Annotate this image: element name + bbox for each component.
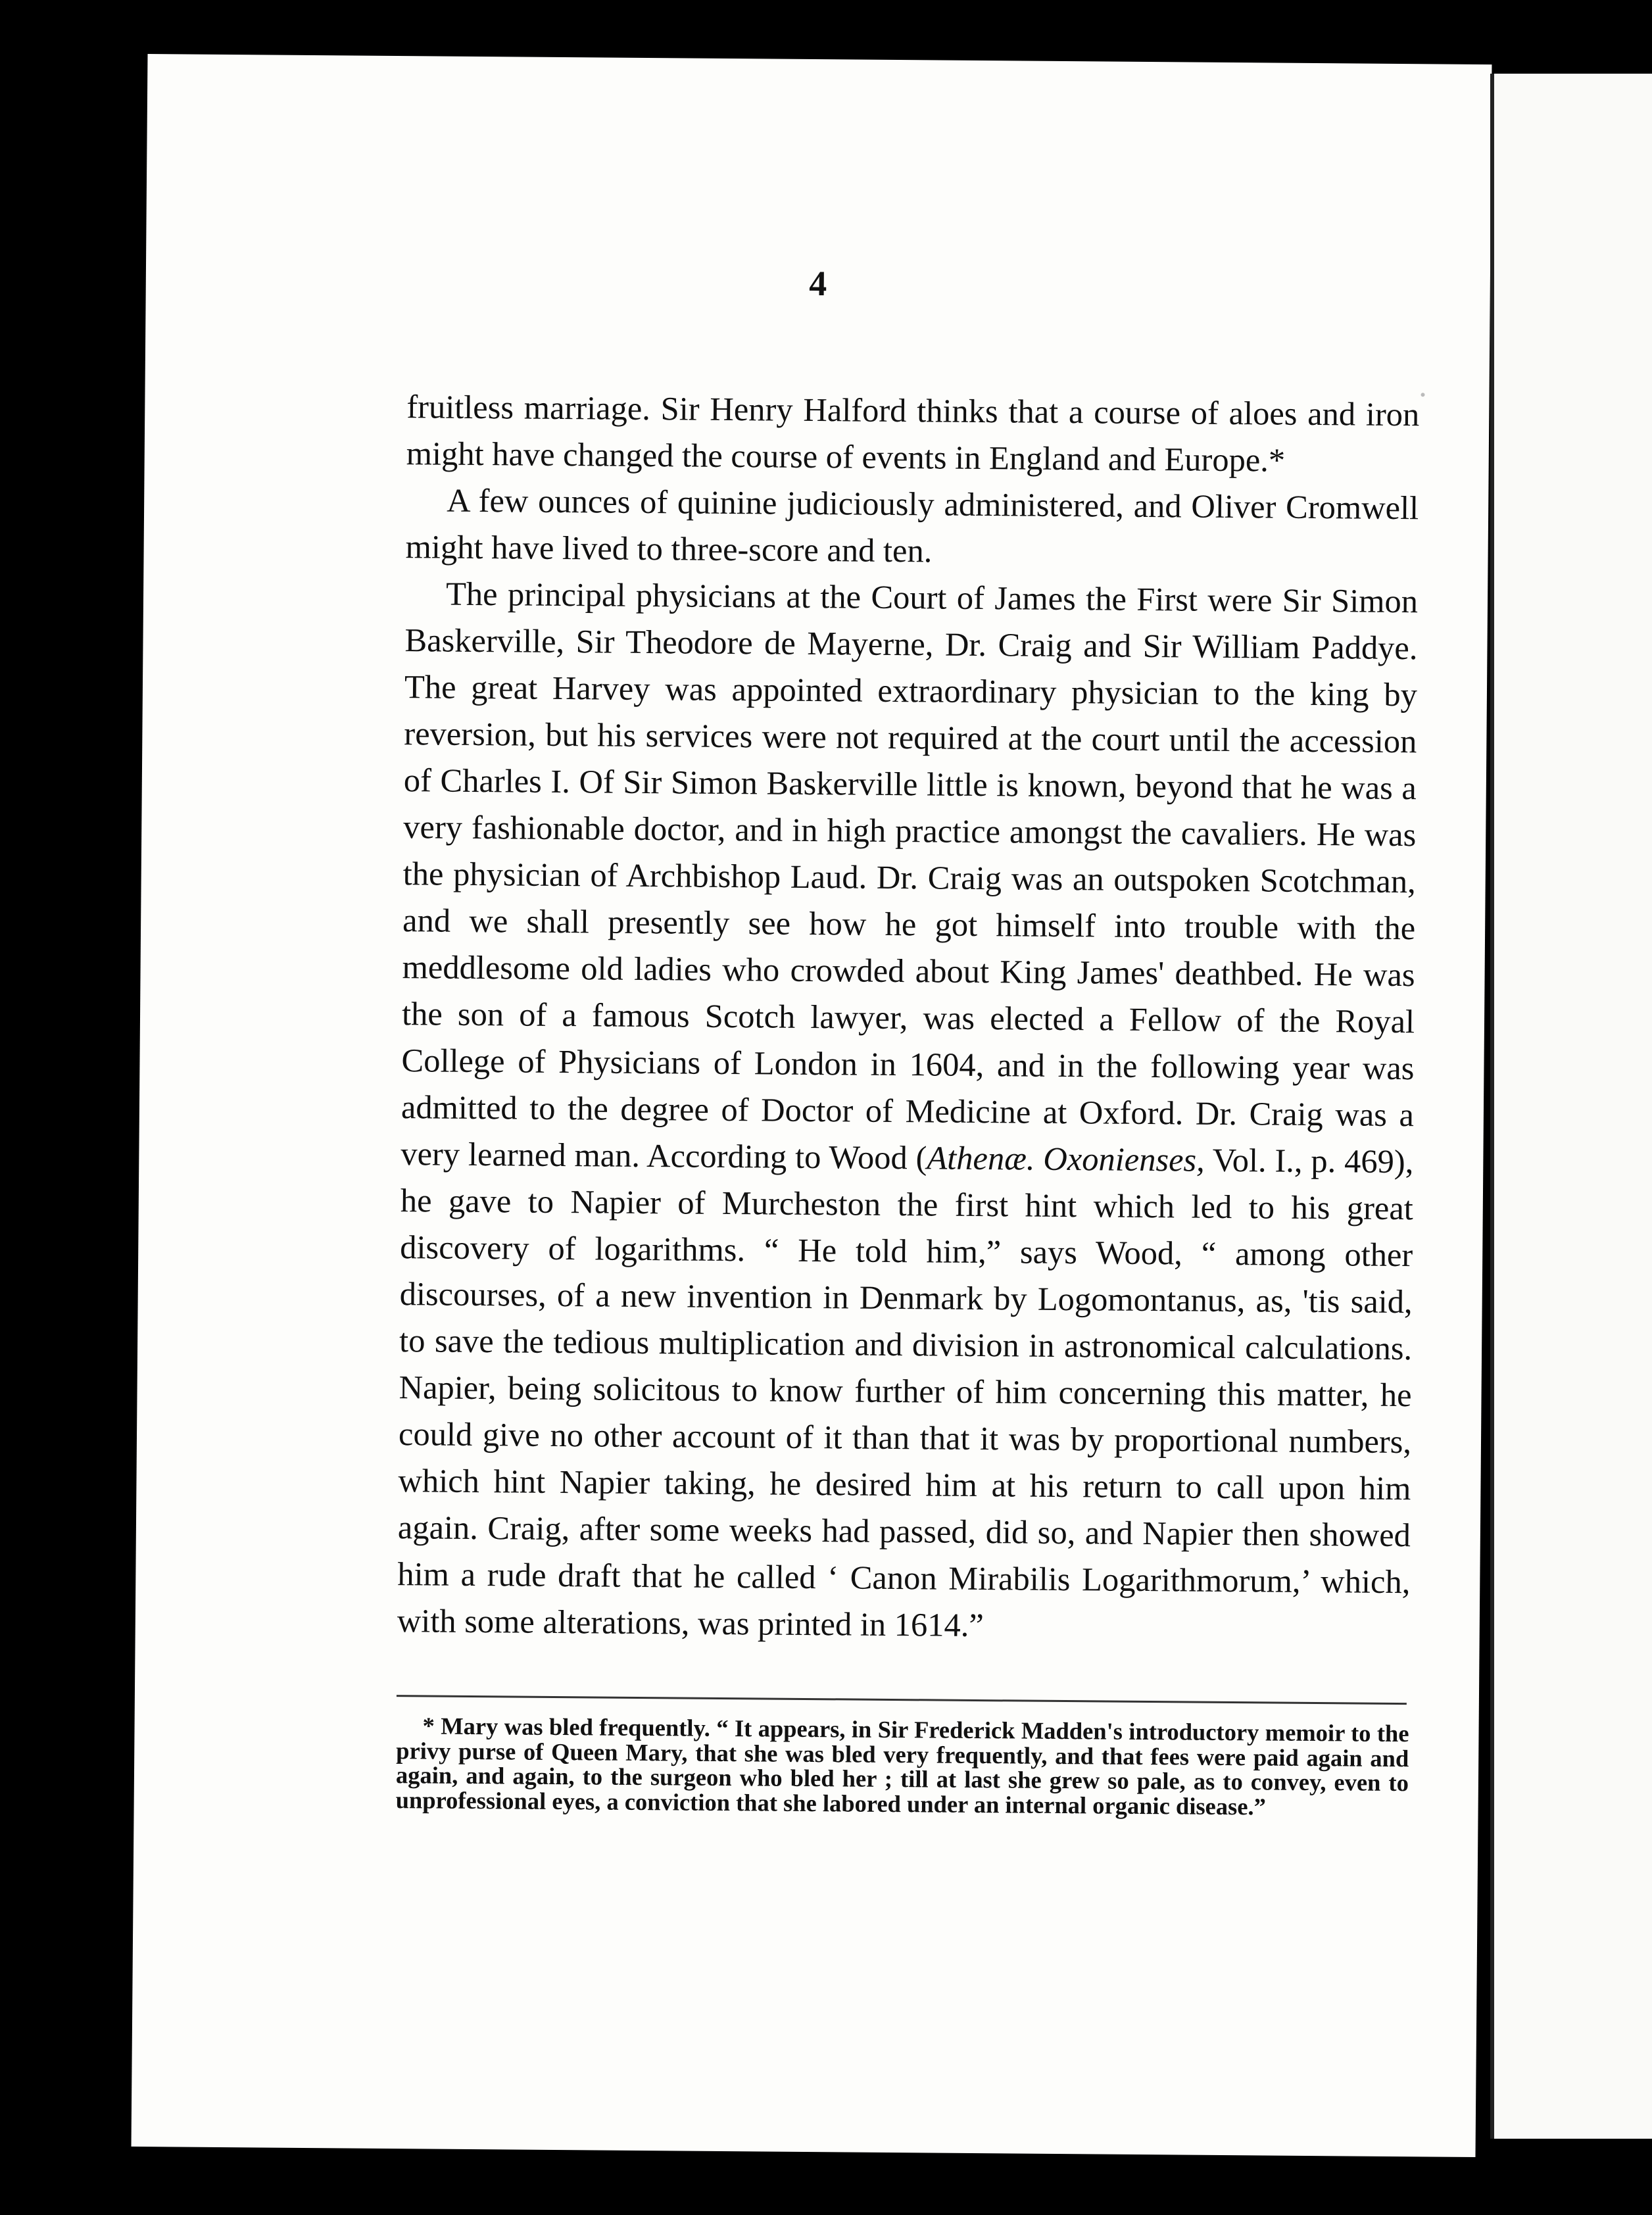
paragraph-3-end: Vol. I., p. 469), he gave to Napier of Murcheston the first hint which led to his great discovery of logarithms. “ He told him,” says Wood, “ among other discourses, of a new invention in Denmark by Logomontanus, as, 'tis said, to save the tedious multiplication and division in astronomical calculations. Napier, being solicitous to know further of him concerning this matter, he could give no other account of it than that it was by proportional numbers, which hint Napier taking, he desired him at his return to call upon him again. Craig, after some weeks had passed, did so, and Napier then showed him a rude draft that he called ‘ Canon Mirabilis Logarithmorum,’ which, with some alterations, was printed in 1614.” <box>397 1141 1414 1644</box>
body-text <box>397 383 1420 1652</box>
citation-title: Athenæ. Oxonienses, <box>927 1139 1205 1179</box>
paper-speck <box>1421 393 1424 397</box>
paragraph-1: fruitless marriage. Sir Henry Halford thinks that a course of aloes and iron might have changed the course of events in England and Europe.* <box>406 388 1420 479</box>
footnote: * Mary was bled frequently. “ It appears, in Sir Frederick Madden's introductory memoir to the privy purse of Queen Mary, that she was bled very frequently, and that fees were paid again and again, and again, to the surgeon who bled her ; till at last she grew so pale, as to convey, even to unprofessional eyes, a conviction that she labored under an internal organic disease.” <box>395 1712 1409 1820</box>
paragraph-3-start: The principal physicians at the Court of James the First were Sir Simon Baskerville, Sir Theodore de Mayerne, Dr. Craig and Sir William Paddye. The great Harvey was appointed extraordinary physician to the king by reversion, but his services were not required at the court until the accession of Charles I. Of Sir Simon Baskerville little is known, beyond that he was a very fashionable doctor, and in high practice amongst the cavaliers. He was the physician of Archbishop Laud. Dr. Craig was an outspoken Scotchman, and we shall presently see how he got himself into trouble with the meddlesome old ladies who crowded about King James' deathbed. He was the son of a famous Scotch lawyer, was elected a Fellow of the Royal College of Physicians of London in 1604, and in the following year was admitted to the degree of Doctor of Medicine at Oxford. Dr. Craig was a very learned man. According to Wood ( <box>401 575 1419 1177</box>
adjacent-page-edge <box>1490 74 1652 2139</box>
footnote-rule <box>397 1695 1407 1705</box>
paragraph-2: A few ounces of quinine judiciously administered, and Oliver Cromwell might have lived to three-score and ten. <box>405 481 1419 570</box>
page-number: 4 <box>809 263 827 304</box>
paragraph-3 <box>397 570 1419 1652</box>
book-page <box>132 54 1492 2157</box>
